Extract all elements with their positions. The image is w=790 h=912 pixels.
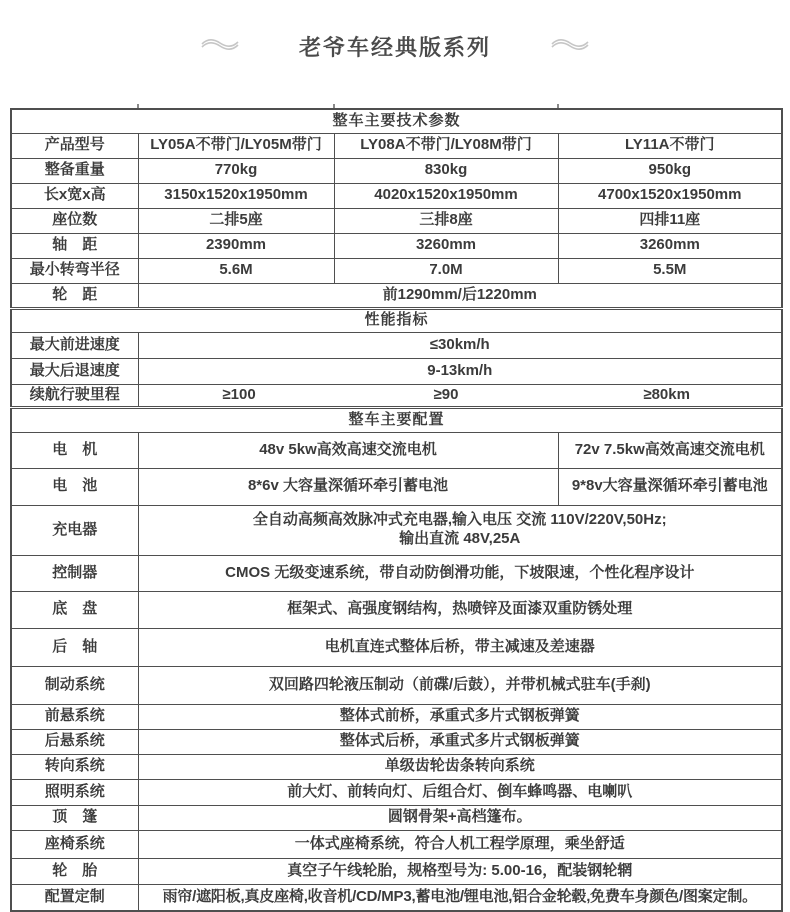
spec-value-cell: CMOS 无级变速系统，带自动防倒滑功能，下坡限速，个性化程序设计 xyxy=(138,555,782,591)
spec-label-cell: 轴 距 xyxy=(11,233,138,258)
spec-value-cell: 双回路四轮液压制动（前碟/后鼓），并带机械式驻车(手刹) xyxy=(138,666,782,704)
spec-row-tires xyxy=(11,858,782,884)
spec-label-cell: 续航行驶里程 xyxy=(11,384,138,407)
spec-row-range xyxy=(11,384,782,407)
spec-row-seats xyxy=(11,208,782,233)
section-header-tech: 整车主要技术参数 xyxy=(11,109,782,133)
spec-row-roof xyxy=(11,805,782,830)
spec-label-cell: 顶 篷 xyxy=(11,805,138,830)
spec-value-cell: 4020x1520x1950mm xyxy=(334,183,558,208)
page-header xyxy=(0,26,790,66)
spec-label-cell: 最大前进速度 xyxy=(11,332,138,358)
wave-decoration-right-icon xyxy=(549,36,591,57)
spec-value-cell: 5.5M xyxy=(558,258,782,283)
spec-label-cell: 后悬系统 xyxy=(11,729,138,754)
spec-table-wrapper xyxy=(10,108,782,912)
wave-decoration-left-icon xyxy=(199,36,241,57)
spec-label-cell: 座位数 xyxy=(11,208,138,233)
column-tick-mark xyxy=(137,104,139,108)
spec-value-cell: 圆钢骨架+高档篷布。 xyxy=(138,805,782,830)
spec-label-cell: 电 机 xyxy=(11,432,138,468)
spec-range-value-cell xyxy=(138,384,782,407)
spec-row-seating xyxy=(11,830,782,858)
spec-label-cell: 整备重量 xyxy=(11,158,138,183)
spec-row-model xyxy=(11,133,782,158)
section-row-performance xyxy=(11,308,782,332)
spec-label-cell: 照明系统 xyxy=(11,779,138,805)
column-tick-mark xyxy=(333,104,335,108)
section-header-config: 整车主要配置 xyxy=(11,407,782,432)
section-row-tech xyxy=(11,109,782,133)
section-header-performance: 性能指标 xyxy=(11,308,782,332)
spec-row-turning-radius xyxy=(11,258,782,283)
spec-label-cell: 长x宽x高 xyxy=(11,183,138,208)
spec-value-cell: 8*6v 大容量深循环牵引蓄电池 xyxy=(138,468,558,505)
spec-value-cell: 5.6M xyxy=(138,258,334,283)
spec-label-cell: 最大后退速度 xyxy=(11,358,138,384)
spec-label-cell: 后 轴 xyxy=(11,628,138,666)
spec-value-cell: ≤30km/h xyxy=(138,332,782,358)
spec-value-cell: 整体式前桥，承重式多片式钢板弹簧 xyxy=(138,704,782,729)
page-title: 老爷车经典版系列 xyxy=(298,34,491,60)
spec-row-charger xyxy=(11,505,782,555)
spec-value-cell: 框架式、高强度钢结构，热喷锌及面漆双重防锈处理 xyxy=(138,591,782,628)
spec-table xyxy=(10,108,783,912)
spec-value-cell: 830kg xyxy=(334,158,558,183)
spec-row-weight xyxy=(11,158,782,183)
spec-label-cell: 控制器 xyxy=(11,555,138,591)
spec-label-cell: 座椅系统 xyxy=(11,830,138,858)
section-row-config xyxy=(11,407,782,432)
spec-value-cell: 前大灯、前转向灯、后组合灯、倒车蜂鸣器、电喇叭 xyxy=(138,779,782,805)
spec-label-cell: 轮 距 xyxy=(11,283,138,308)
spec-label-cell: 配置定制 xyxy=(11,884,138,911)
spec-label-cell: 制动系统 xyxy=(11,666,138,704)
spec-value-cell: LY05A不带门/LY05M带门 xyxy=(138,133,334,158)
spec-label-cell: 产品型号 xyxy=(11,133,138,158)
spec-value-cell: 770kg xyxy=(138,158,334,183)
range-value-3: ≥80km xyxy=(643,385,690,403)
spec-value-cell: 48v 5kw高效高速交流电机 xyxy=(138,432,558,468)
spec-label-cell: 轮 胎 xyxy=(11,858,138,884)
spec-value-cell: 前1290mm/后1220mm xyxy=(138,283,782,308)
spec-value-cell: 3260mm xyxy=(334,233,558,258)
spec-value-cell: 3150x1520x1950mm xyxy=(138,183,334,208)
spec-row-max-forward-speed xyxy=(11,332,782,358)
spec-value-cell: 单级齿轮齿条转向系统 xyxy=(138,754,782,779)
spec-row-rear-axle xyxy=(11,628,782,666)
spec-value-cell: LY11A不带门 xyxy=(558,133,782,158)
charger-line-2: 输出直流 48V,25A xyxy=(399,530,521,547)
spec-value-cell: 7.0M xyxy=(334,258,558,283)
spec-row-braking xyxy=(11,666,782,704)
spec-row-controller xyxy=(11,555,782,591)
spec-row-dimensions xyxy=(11,183,782,208)
spec-value-cell: 9-13km/h xyxy=(138,358,782,384)
spec-value-cell: 72v 7.5kw高效高速交流电机 xyxy=(558,432,782,468)
spec-row-lighting xyxy=(11,779,782,805)
spec-value-cell: 四排11座 xyxy=(558,208,782,233)
spec-label-cell: 底 盘 xyxy=(11,591,138,628)
spec-row-wheelbase xyxy=(11,233,782,258)
spec-row-front-suspension xyxy=(11,704,782,729)
spec-label-cell: 前悬系统 xyxy=(11,704,138,729)
spec-row-motor xyxy=(11,432,782,468)
spec-row-chassis xyxy=(11,591,782,628)
range-value-1: ≥100 xyxy=(222,385,256,403)
spec-value-cell: 真空子午线轮胎，规格型号为: 5.00-16，配装钢轮辋 xyxy=(138,858,782,884)
spec-value-cell: 950kg xyxy=(558,158,782,183)
spec-value-cell: 整体式后桥，承重式多片式钢板弹簧 xyxy=(138,729,782,754)
spec-value-cell: 三排8座 xyxy=(334,208,558,233)
spec-value-cell xyxy=(138,505,782,555)
spec-value-cell: 一体式座椅系统，符合人机工程学原理，乘坐舒适 xyxy=(138,830,782,858)
charger-line-1: 全自动高频高效脉冲式充电器,输入电压 交流 110V/220V,50Hz; xyxy=(252,511,667,529)
spec-row-rear-suspension xyxy=(11,729,782,754)
spec-row-battery xyxy=(11,468,782,505)
spec-row-steering xyxy=(11,754,782,779)
spec-row-max-reverse-speed xyxy=(11,358,782,384)
spec-label-cell: 充电器 xyxy=(11,505,138,555)
spec-value-cell: LY08A不带门/LY08M带门 xyxy=(334,133,558,158)
column-tick-mark xyxy=(557,104,559,108)
spec-label-cell: 最小转弯半径 xyxy=(11,258,138,283)
spec-label-cell: 电 池 xyxy=(11,468,138,505)
spec-value-cell: 2390mm xyxy=(138,233,334,258)
spec-row-customization xyxy=(11,884,782,911)
spec-custom-value-cell: 雨帘/遮阳板,真皮座椅,收音机/CD/MP3,蓄电池/锂电池,铝合金轮毂,免费车身颜色/图案定制。 xyxy=(138,884,782,911)
spec-row-track xyxy=(11,283,782,308)
spec-value-cell: 二排5座 xyxy=(138,208,334,233)
spec-value-cell: 3260mm xyxy=(558,233,782,258)
spec-value-cell: 电机直连式整体后桥，带主减速及差速器 xyxy=(138,628,782,666)
spec-value-cell: 9*8v大容量深循环牵引蓄电池 xyxy=(558,468,782,505)
spec-label-cell: 转向系统 xyxy=(11,754,138,779)
spec-value-cell: 4700x1520x1950mm xyxy=(558,183,782,208)
range-value-2: ≥90 xyxy=(433,385,459,403)
